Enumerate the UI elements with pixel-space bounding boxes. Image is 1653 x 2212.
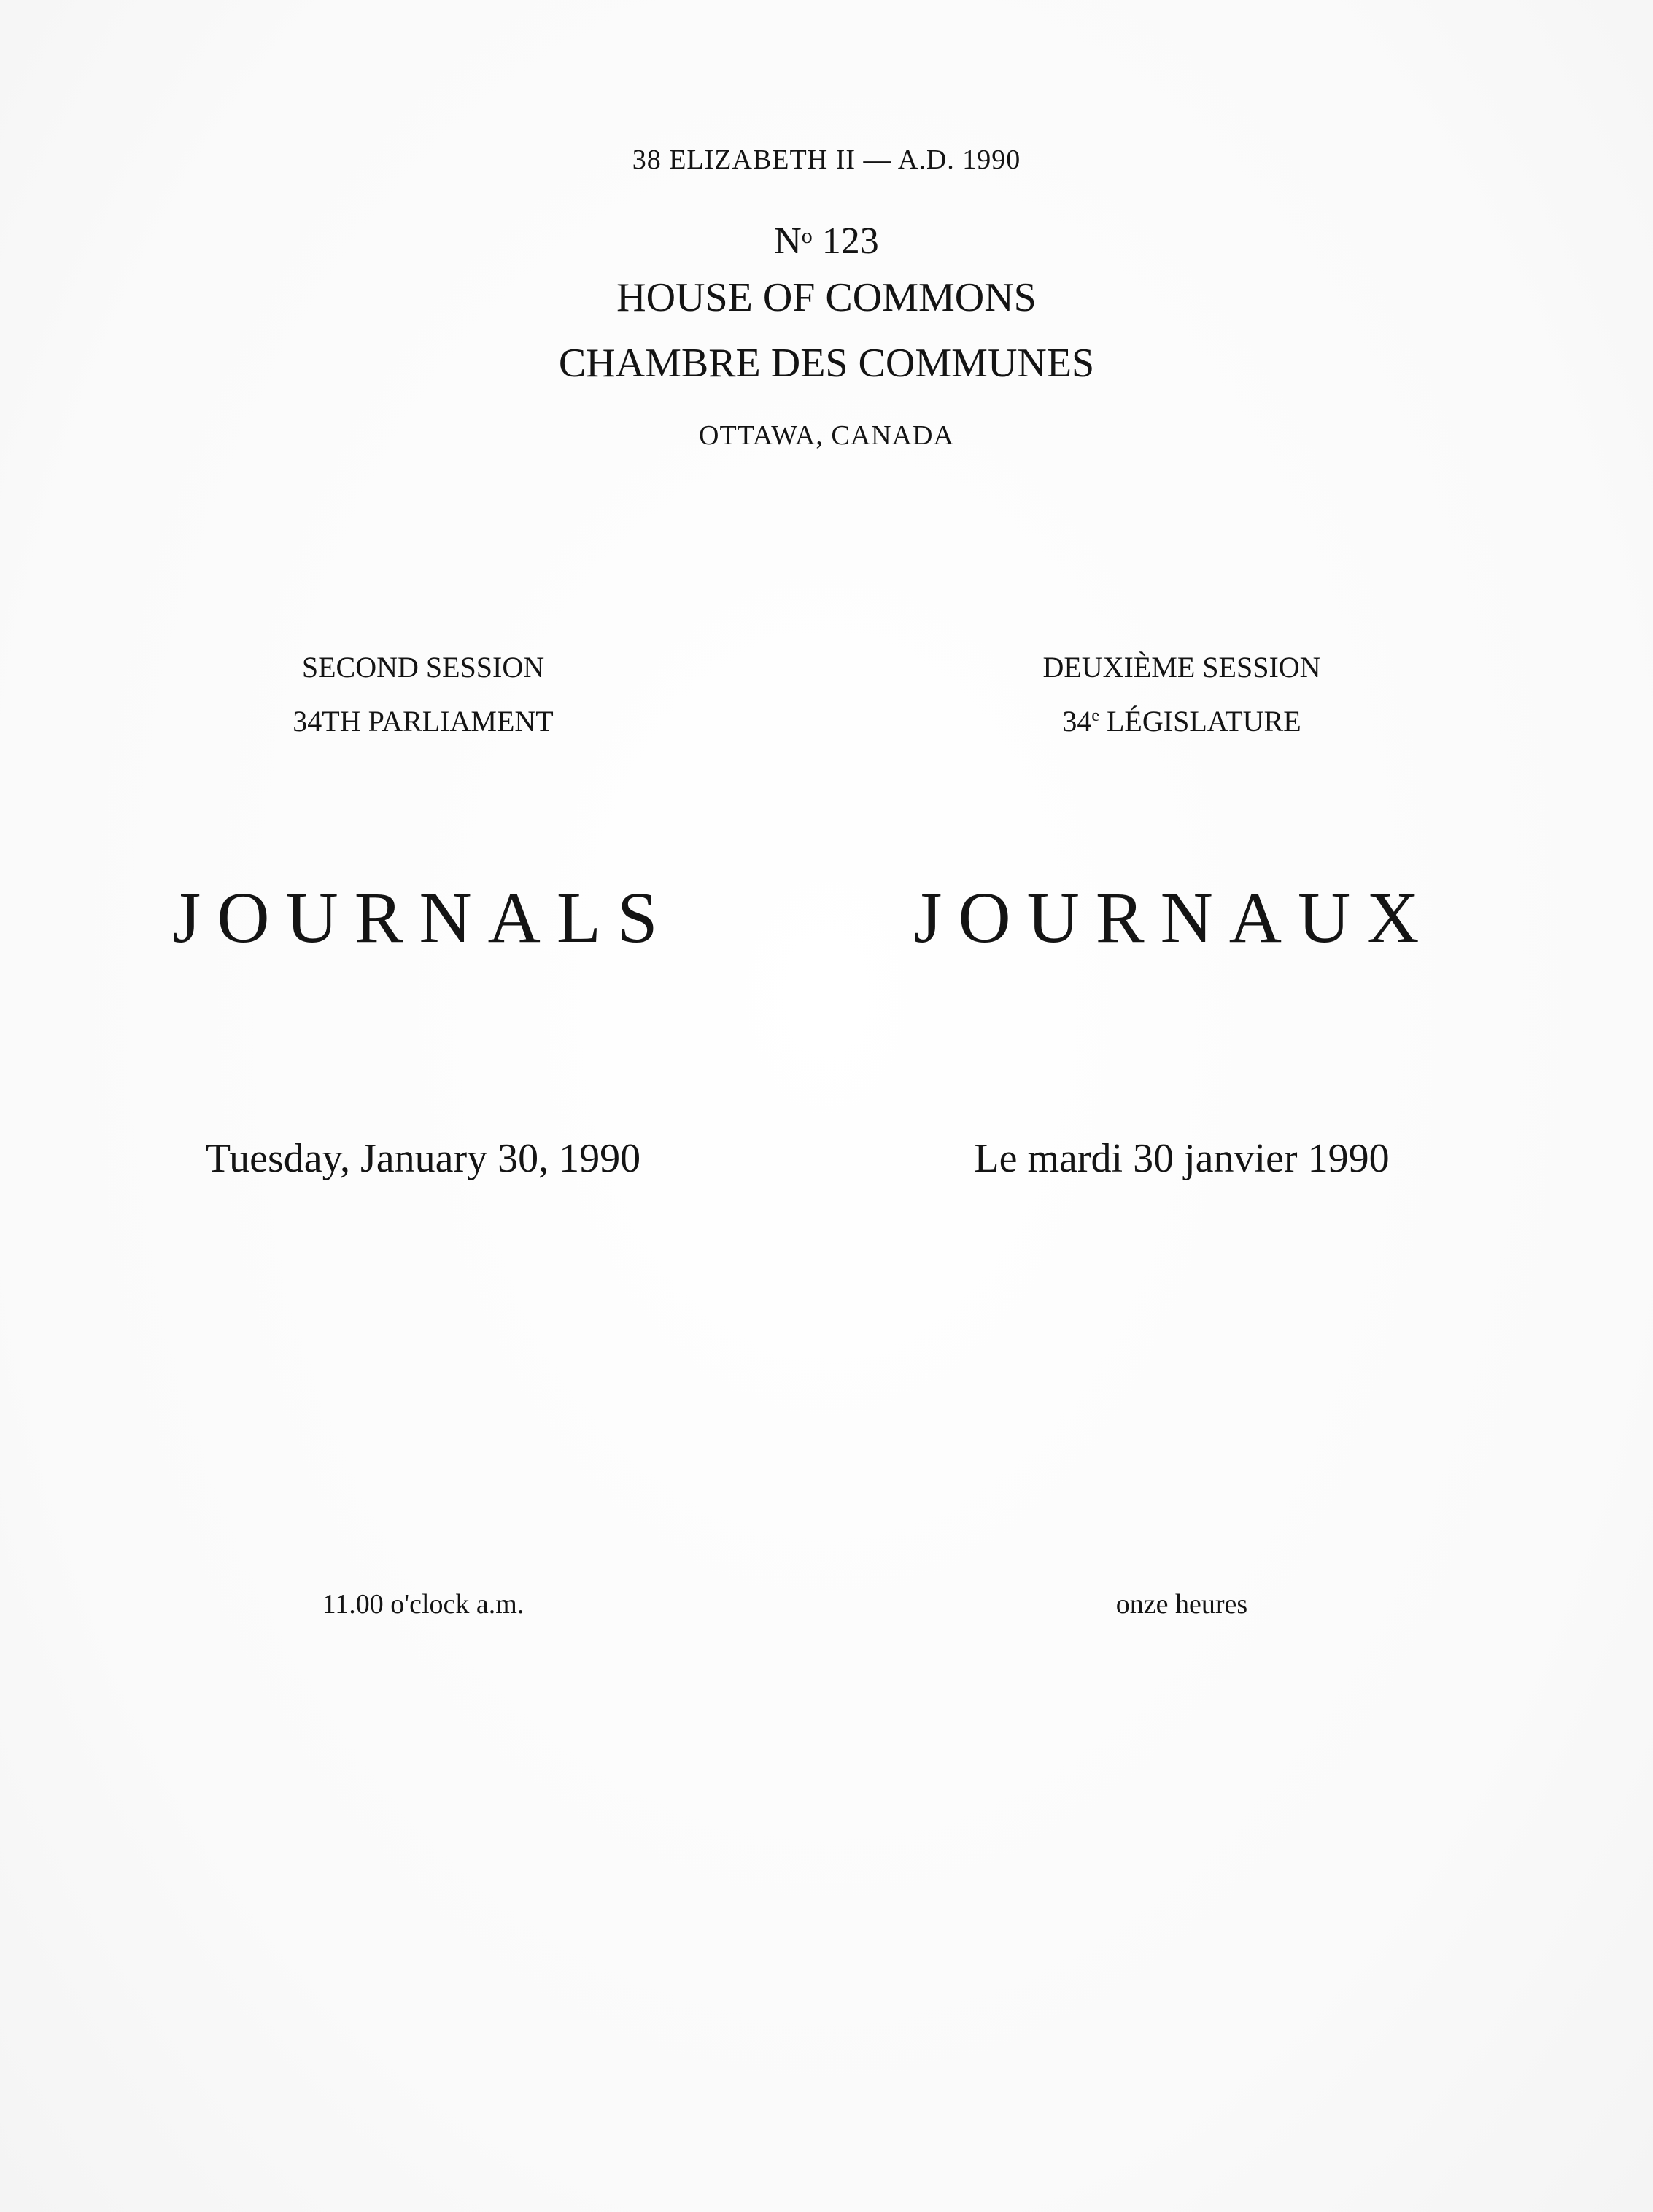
house-name-french: CHAMBRE DES COMMUNES [558,341,1095,386]
parliament-english: 34TH PARLIAMENT [293,705,554,738]
time-english: 11.00 o'clock a.m. [322,1589,524,1620]
parliament-french [890,707,1474,736]
parliament-french-label: LÉGISLATURE [1099,705,1301,738]
house-name-english: HOUSE OF COMMONS [616,275,1037,320]
date-english: Tuesday, January 30, 1990 [205,1136,641,1181]
time-french: onze heures [1115,1589,1248,1620]
parliament-french-superscript: e [1091,706,1099,725]
issue-number-superscript: o [801,224,813,248]
issue-number-value: 123 [812,220,879,262]
date-french: Le mardi 30 janvier 1990 [974,1136,1390,1181]
parliament-french-number: 34 [1062,705,1092,738]
issue-number [0,220,1653,262]
session-french: DEUXIÈME SESSION [1042,651,1321,684]
session-english: SECOND SESSION [301,651,545,684]
regnal-year: 38 ELIZABETH II — A.D. 1990 [632,144,1021,175]
issue-number-prefix: N [774,220,802,262]
title-english: JOURNALS [172,877,674,958]
title-french: JOURNAUX [913,877,1436,958]
location: OTTAWA, CANADA [699,420,954,451]
